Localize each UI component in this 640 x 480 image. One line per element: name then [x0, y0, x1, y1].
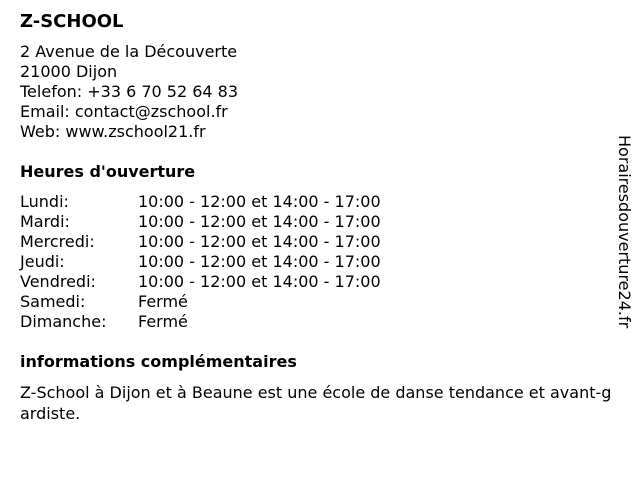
day-hours: Fermé — [138, 312, 188, 331]
site-watermark: Horairesdouverture24.fr — [615, 135, 634, 329]
hours-row-friday — [20, 272, 620, 292]
hours-row-sunday — [20, 312, 620, 332]
day-hours: Fermé — [138, 292, 188, 311]
day-hours: 10:00 - 12:00 et 14:00 - 17:00 — [138, 232, 381, 251]
day-hours: 10:00 - 12:00 et 14:00 - 17:00 — [138, 252, 381, 271]
hours-row-tuesday — [20, 212, 620, 232]
contact-block — [20, 42, 620, 142]
hours-row-thursday — [20, 252, 620, 272]
day-label: Jeudi: — [20, 252, 65, 271]
web-line: Web: www.zschool21.fr — [20, 122, 206, 141]
hours-row-saturday — [20, 292, 620, 312]
day-label: Vendredi: — [20, 272, 96, 291]
day-hours: 10:00 - 12:00 et 14:00 - 17:00 — [138, 192, 381, 211]
email-line: Email: contact@zschool.fr — [20, 102, 228, 121]
business-name: Z-SCHOOL — [20, 11, 124, 32]
day-label: Mardi: — [20, 212, 70, 231]
day-hours: 10:00 - 12:00 et 14:00 - 17:00 — [138, 212, 381, 231]
address-line-1: 2 Avenue de la Découverte — [20, 42, 238, 61]
hours-row-monday — [20, 192, 620, 212]
business-card — [20, 10, 620, 424]
day-label: Dimanche: — [20, 312, 107, 331]
day-hours: 10:00 - 12:00 et 14:00 - 17:00 — [138, 272, 381, 291]
address-line-2: 21000 Dijon — [20, 62, 118, 81]
day-label: Lundi: — [20, 192, 69, 211]
additional-info-text: Z-School à Dijon et à Beaune est une école de danse tendance et avant-gardiste. — [20, 383, 612, 423]
additional-info-heading: informations complémentaires — [20, 352, 297, 371]
day-label: Mercredi: — [20, 232, 95, 251]
phone-line: Telefon: +33 6 70 52 64 83 — [20, 82, 239, 101]
opening-hours-heading: Heures d'ouverture — [20, 162, 196, 181]
opening-hours-table — [20, 192, 620, 332]
hours-row-wednesday — [20, 232, 620, 252]
day-label: Samedi: — [20, 292, 86, 311]
